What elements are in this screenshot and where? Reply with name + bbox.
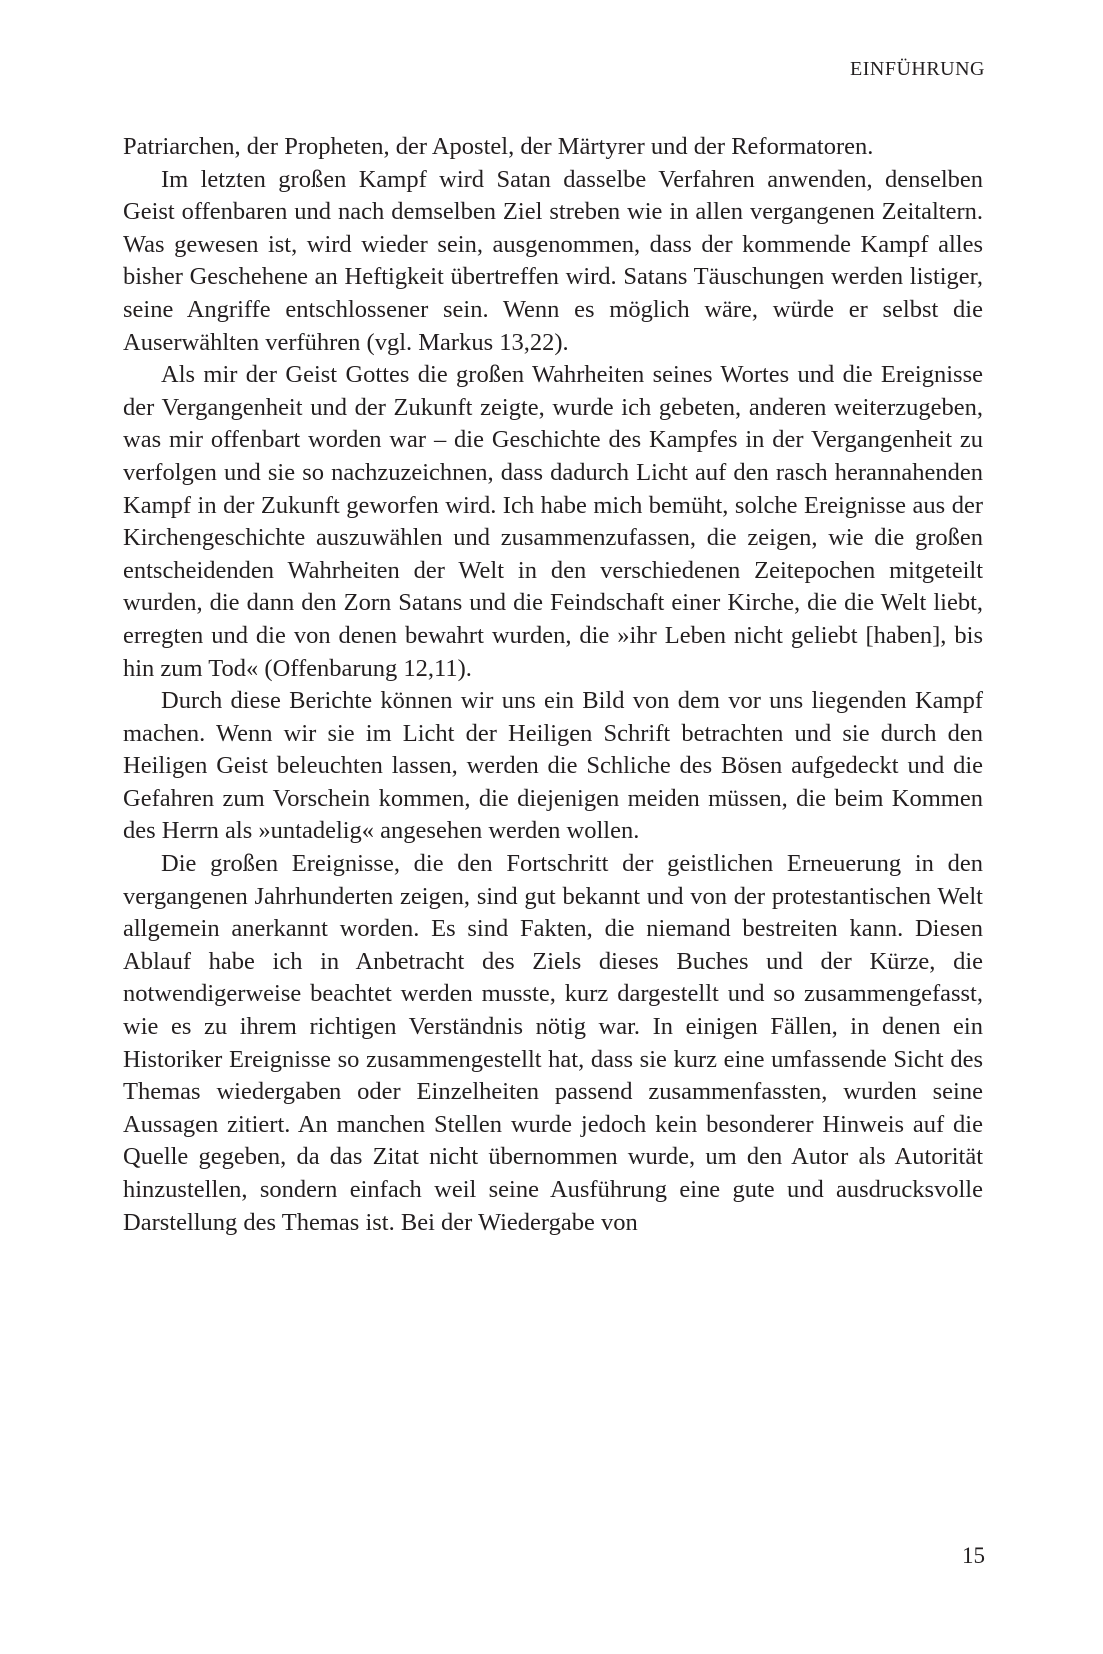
paragraph: Die großen Ereignisse, die den Fortschritt der geistlichen Erneuerung in den vergangenen Jahrhunderten zeigen, sind gut bekannt und von der protestantischen Welt allgemein anerkannt worden. Es sind Fakten, die niemand bestreiten kann. Diesen Ablauf habe ich in Anbetracht des Ziels dieses Buches und der Kürze, die notwendigerweise beachtet werden musste, kurz dargestellt und so zusammengefasst, wie es zu ihrem richtigen Verständnis nötig war. In einigen Fällen, in denen ein Historiker Ereignisse so zusammengestellt hat, dass sie kurz eine umfassende Sicht des Themas wiedergaben oder Einzelheiten passend zusammenfassten, wurden seine Aussagen zitiert. An manchen Stellen wurde jedoch kein besonderer Hinweis auf die Quelle gegeben, da das Zitat nicht übernommen wurde, um den Autor als Autorität hinzustellen, sondern einfach weil seine Ausführung eine gute und ausdrucksvolle Darstellung des Themas ist. Bei der Wiedergabe von [123,850,983,1236]
body-text [123,131,983,1239]
paragraph: Als mir der Geist Gottes die großen Wahrheiten seines Wortes und die Ereignisse der Vergangenheit und der Zukunft zeigte, wurde ich gebeten, anderen weiterzugeben, was mir offenbart worden war – die Geschichte des Kampfes in der Vergangenheit zu verfolgen und sie so nachzuzeichnen, dass dadurch Licht auf den rasch herannahenden Kampf in der Zukunft geworfen wird. Ich habe mich bemüht, solche Ereignisse aus der Kirchengeschichte auszuwählen und zusammenzufassen, die zeigen, wie die großen entscheidenden Wahrheiten der Welt in den verschiedenen Zeitepochen mitgeteilt wurden, die dann den Zorn Satans und die Feindschaft einer Kirche, die die Welt liebt, erregten und die von denen bewahrt wurden, die »ihr Leben nicht geliebt [haben], bis hin zum Tod« (Offenbarung 12,11). [123,361,983,682]
running-head: EINFÜHRUNG [850,58,985,80]
paragraph: Im letzten großen Kampf wird Satan dasselbe Verfahren anwenden, denselben Geist offenbaren und nach demselben Ziel streben wie in allen vergangenen Zeitaltern. Was gewesen ist, wird wieder sein, ausgenommen, dass der kommende Kampf alles bisher Geschehene an Heftigkeit übertreffen wird. Satans Täuschungen werden listiger, seine Angriffe entschlossener sein. Wenn es möglich wäre, würde er selbst die Auserwählten verführen (vgl. Markus 13,22). [123,165,983,356]
paragraph: Durch diese Berichte können wir uns ein Bild von dem vor uns liegenden Kampf machen. Wenn wir sie im Licht der Heiligen Schrift betrachten und sie durch den Heiligen Geist beleuchten lassen, werden die Schliche des Bösen aufgedeckt und die Gefahren zum Vorschein kommen, die diejenigen meiden müssen, die beim Kommen des Herrn als »untadelig« angesehen werden wollen. [123,687,983,845]
page-number: 15 [962,1543,985,1568]
paragraph-continuation: Patriarchen, der Propheten, der Apostel, der Märtyrer und der Reformatoren. [123,133,874,160]
